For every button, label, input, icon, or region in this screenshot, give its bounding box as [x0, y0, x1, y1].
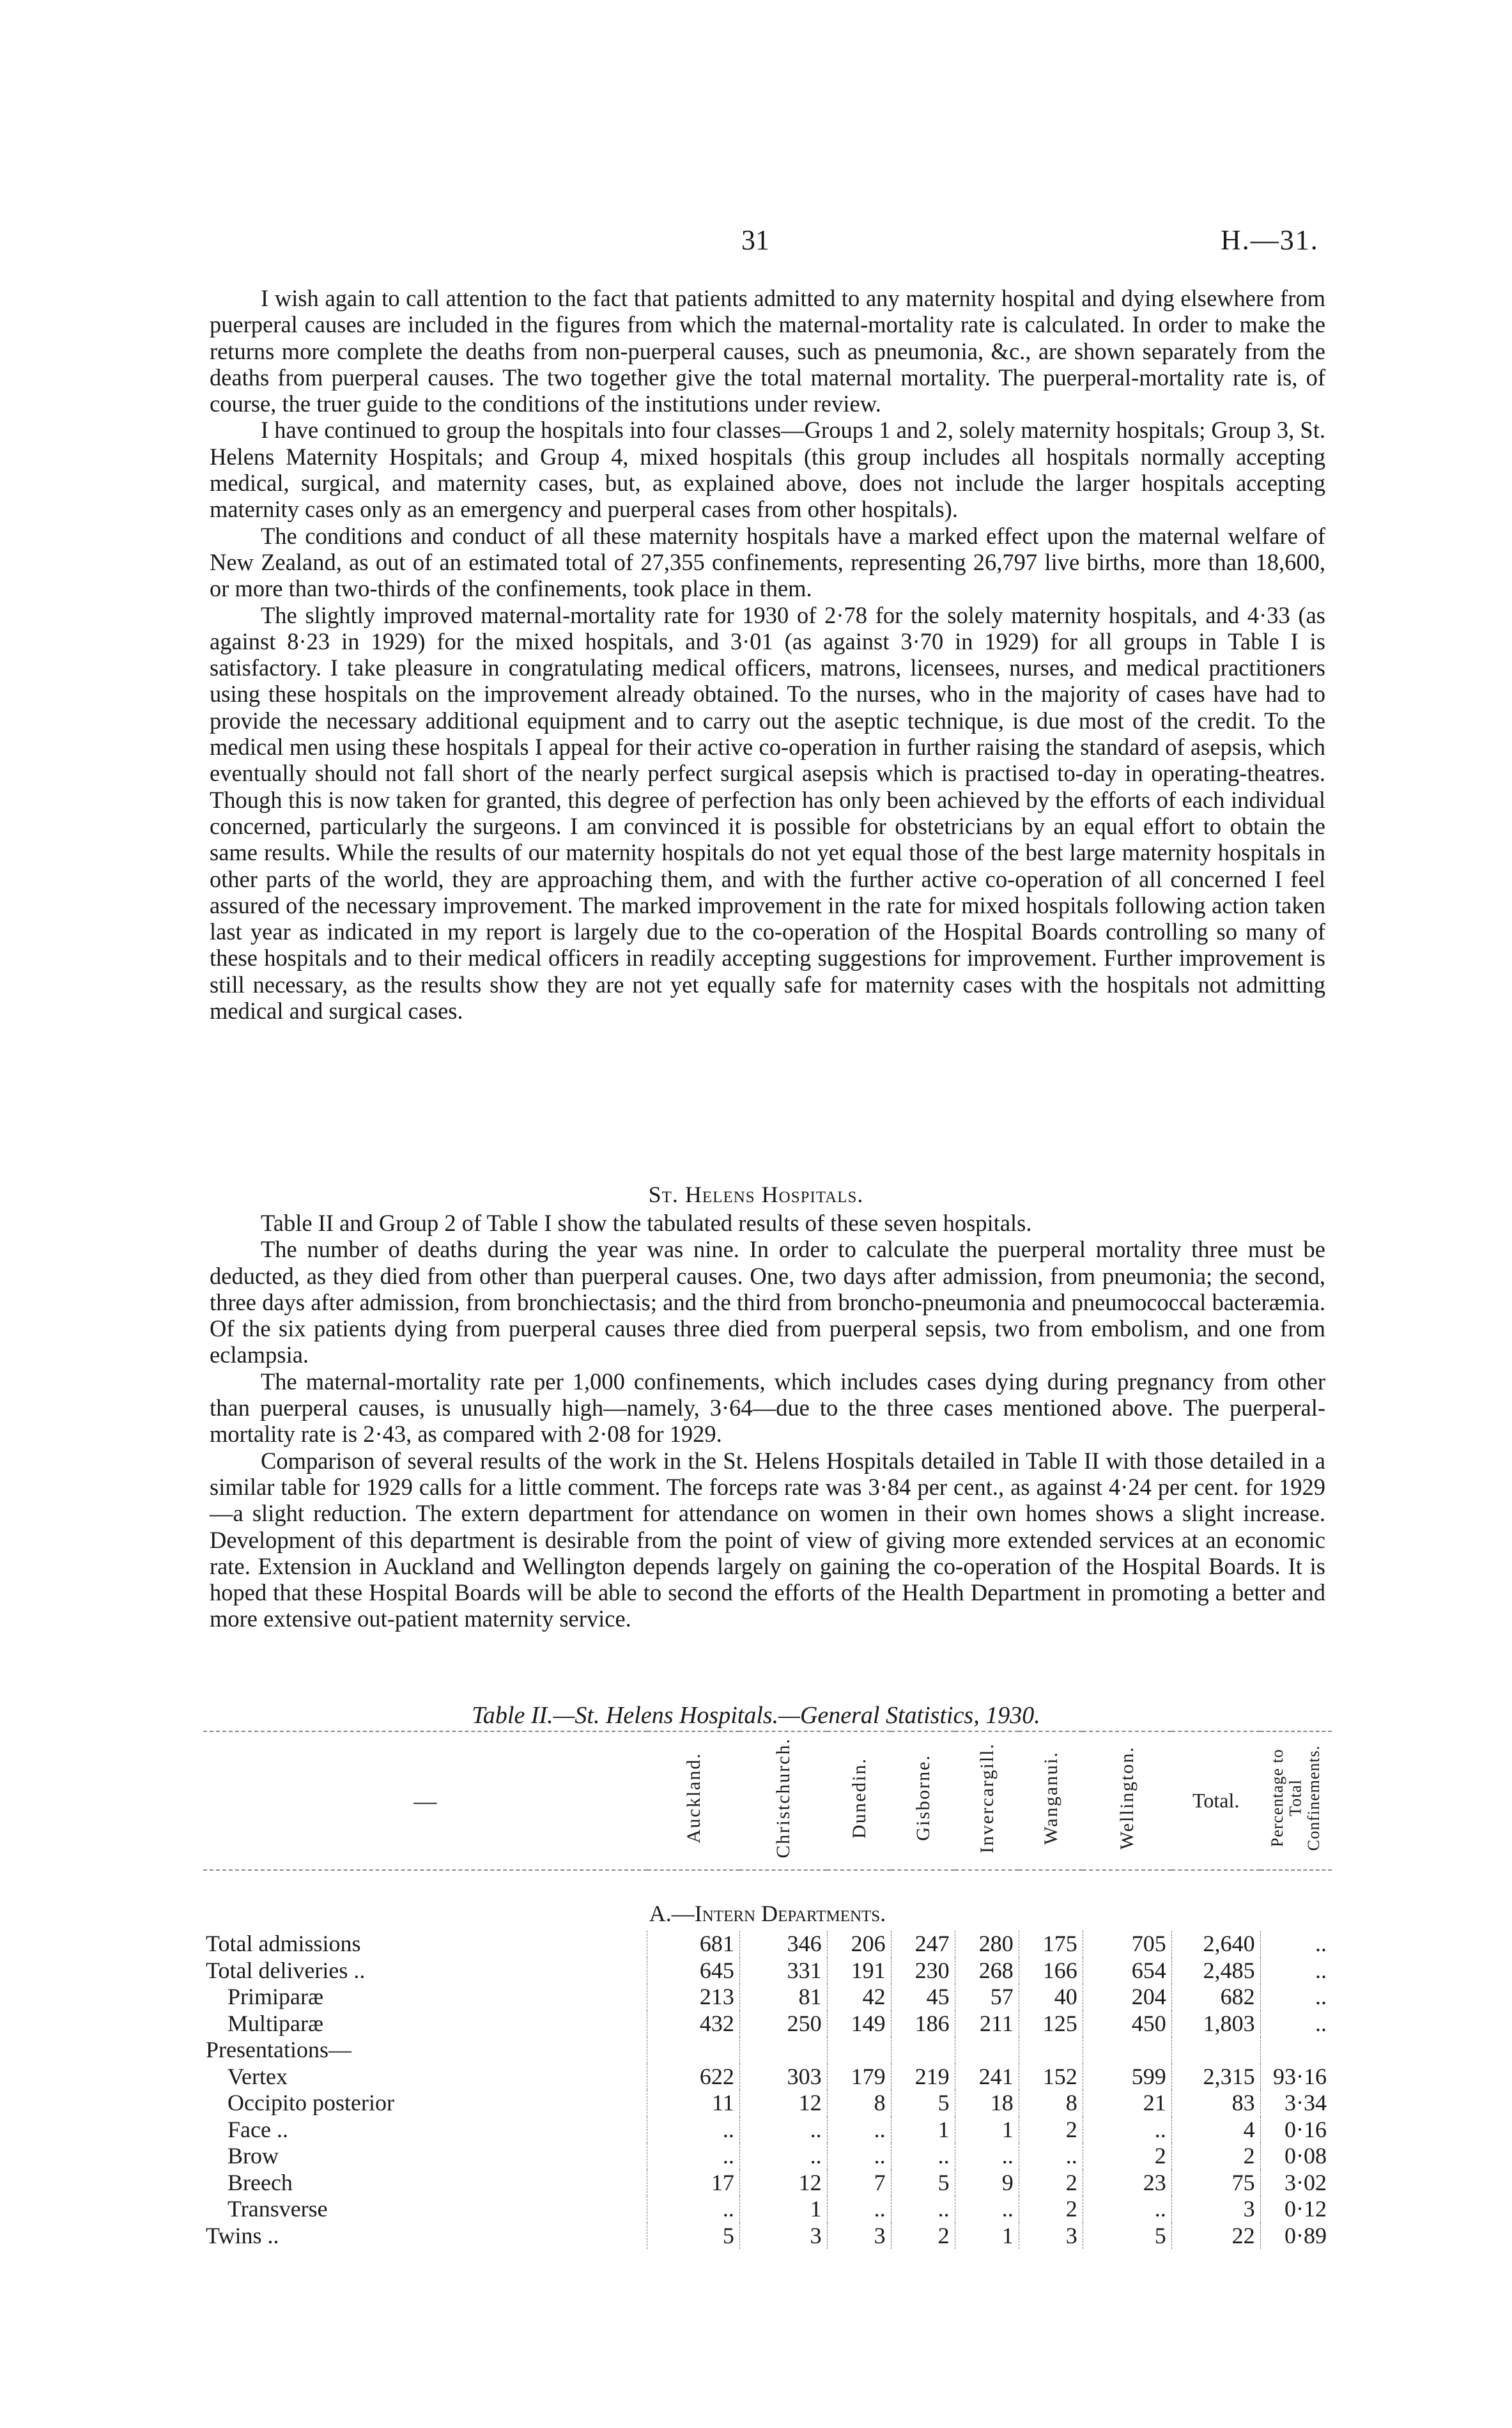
table-cell: 166	[1019, 1958, 1083, 1984]
table-cell: 1	[891, 2117, 955, 2144]
table-header-row	[203, 1731, 1332, 1870]
paragraph: The conditions and conduct of all these maternity hospitals have a marked effect upon the maternal welfare of New Zealand, as out of an estimated total of 27,355 confinements, representing 26,797 live births, more than 18,600, or more than two-thirds of the confinements, took place in them.	[210, 522, 1325, 602]
table-cell: 93·16	[1260, 2064, 1332, 2091]
table-cell: 2	[1019, 2117, 1083, 2144]
paragraph: The slightly improved maternal-mortality rate for 1930 of 2·78 for the solely maternity hospitals, and 4·33 (as against 8·23 in 1929) for the mixed hospitals, and 3·01 (as against 3·70 in 1929) for all groups in Table I is satisfactory. I take pleasure in congratulating medical officers, matrons, licensees, nurses, and medical practitioners using these hospitals on the improvement already obtained. To the nurses, who in the majority of cases have had to provide the necessary additional equipment and to carry out the aseptic technique, is due most of the credit. To the medical men using these hospitals I appeal for their active co-operation in further raising the standard of asepsis, which eventually should not fall short of the nearly perfect surgical asepsis which is practised to-day in operating-theatres. Though this is now taken for granted, this degree of perfection has only been achieved by the efforts of each individual concerned, particularly the surgeons. I am convinced it is possible for obstetricians by an equal effort to obtain the same results. While the results of our maternity hospitals do not yet equal those of the best large maternity hospitals in other parts of the world, they are approaching them, and with the further active co-operation of all concerned I feel assured of the necessary improvement. The marked improvement in the rate for mixed hospitals following action taken last year as indicated in my report is largely due to the co-operation of the Hospital Boards controlling so many of these hospitals and to their medical officers in readily accepting suggestions for improvement. Further improvement is still necessary, as the results show they are not yet equally safe for maternity cases with the hospitals not admitting medical and surgical cases.	[210, 601, 1325, 1025]
table-cell: 268	[955, 1958, 1019, 1984]
table-cell	[1260, 2037, 1332, 2064]
table-cell: 230	[891, 1958, 955, 1984]
document-reference: H.—31.	[1221, 224, 1319, 256]
row-label: Total deliveries ..	[206, 1957, 366, 1983]
table-cell: 125	[1019, 2011, 1083, 2038]
table-cell: 2,315	[1171, 2064, 1260, 2091]
table-cell: 2	[1083, 2143, 1171, 2170]
table-cell: 83	[1171, 2090, 1260, 2117]
column-header: Christchurch.	[739, 1731, 827, 1870]
table-cell: 250	[739, 2011, 827, 2038]
table-cell: 280	[955, 1931, 1019, 1958]
table-cell	[739, 2037, 827, 2064]
section-title: A.—Intern Departments.	[649, 1901, 886, 1926]
table-cell: 8	[1019, 2090, 1083, 2117]
table-cell	[827, 2037, 891, 2064]
table-row	[203, 2064, 1332, 2091]
column-header: Dunedin.	[827, 1731, 891, 1870]
table-cell: 179	[827, 2064, 891, 2091]
table-cell: 2	[1019, 2170, 1083, 2197]
table-cell: 12	[739, 2090, 827, 2117]
table-cell: 241	[955, 2064, 1019, 2091]
section-heading: St. Helens Hospitals.	[648, 1182, 864, 1207]
table-cell: 705	[1083, 1931, 1171, 1958]
table-cell: 2,640	[1171, 1931, 1260, 1958]
table-cell: 599	[1083, 2064, 1171, 2091]
table-cell: 5	[647, 2223, 740, 2250]
column-header: Auckland.	[647, 1731, 740, 1870]
table-cell: 346	[739, 1931, 827, 1958]
table-row	[203, 1931, 1332, 1958]
table-cell: 81	[739, 1984, 827, 2011]
table-cell: 682	[1171, 1984, 1260, 2011]
table-cell: 18	[955, 2090, 1019, 2117]
table-cell: ..	[647, 2196, 740, 2223]
table-cell: ..	[891, 2143, 955, 2170]
table-cell: 75	[1171, 2170, 1260, 2197]
stub-header: —	[203, 1731, 647, 1870]
column-header: Total.	[1171, 1731, 1260, 1870]
row-label: Vertex	[228, 2063, 288, 2089]
table-cell: 1,803	[1171, 2011, 1260, 2038]
table-cell	[1019, 2037, 1083, 2064]
row-label: Primiparæ	[228, 1984, 323, 2010]
table-cell: 3·02	[1260, 2170, 1332, 2197]
table-cell: 191	[827, 1958, 891, 1984]
table-row	[203, 2090, 1332, 2117]
table-cell	[891, 2037, 955, 2064]
table-cell: 45	[891, 1984, 955, 2011]
table-cell: ..	[955, 2196, 1019, 2223]
table-cell: ..	[1260, 1931, 1332, 1958]
table-cell: 1	[955, 2223, 1019, 2250]
table-row	[203, 2117, 1332, 2144]
table-cell: 5	[1083, 2223, 1171, 2250]
row-label: Occipito posterior	[228, 2090, 394, 2116]
table-cell: ..	[647, 2143, 740, 2170]
table-cell: 681	[647, 1931, 740, 1958]
table-row	[203, 2037, 1332, 2064]
table-cell: 21	[1083, 2090, 1171, 2117]
column-header: Percentage to Total Confinements.	[1260, 1731, 1332, 1870]
table-cell: ..	[1260, 1958, 1332, 1984]
table-cell: 5	[891, 2170, 955, 2197]
table-cell: 40	[1019, 1984, 1083, 2011]
table-cell: 213	[647, 1984, 740, 2011]
table-cell: 42	[827, 1984, 891, 2011]
table-row	[203, 1958, 1332, 1984]
column-header: Wanganui.	[1019, 1731, 1083, 1870]
table-row	[203, 2196, 1332, 2223]
table-cell: ..	[1260, 1984, 1332, 2011]
table-cell: 654	[1083, 1958, 1171, 1984]
st-helens-text	[210, 1210, 1325, 1632]
table-cell: ..	[827, 2196, 891, 2223]
table-cell: 3·34	[1260, 2090, 1332, 2117]
table-cell: ..	[739, 2117, 827, 2144]
column-header: Gisborne.	[891, 1731, 955, 1870]
table-cell	[647, 2037, 740, 2064]
paragraph: The number of deaths during the year was nine. In order to calculate the puerperal mortality three must be deducted, as they died from other than puerperal causes. One, two days after admission, from pneumonia; the second, three days after admission, from bronchiectasis; and the third from broncho-pneumonia and pneumococcal bacteræmia. Of the six patients dying from puerperal causes three died from puerperal sepsis, two from embolism, and one from eclampsia.	[210, 1236, 1325, 1368]
table-cell: 303	[739, 2064, 827, 2091]
table-cell: 12	[739, 2170, 827, 2197]
table-cell: ..	[955, 2143, 1019, 2170]
table-cell: 219	[891, 2064, 955, 2091]
table-cell: 206	[827, 1931, 891, 1958]
table-row	[203, 2011, 1332, 2038]
paragraph: Comparison of several results of the work in the St. Helens Hospitals detailed in Table II with those detailed in a similar table for 1929 calls for a little comment. The forceps rate was 3·84 per cent., as against 4·24 per cent. for 1929—a slight reduction. The extern department for attendance on women in their own homes shows a slight increase. Development of this department is desirable from the point of view of giving more extended services at an economic rate. Extension in Auckland and Wellington depends largely on gaining the co-operation of the Hospital Boards. It is hoped that these Hospital Boards will be able to second the efforts of the Health Department in promoting a better and more extensive out-patient maternity service.	[210, 1447, 1325, 1632]
table-cell: 622	[647, 2064, 740, 2091]
table-cell: 4	[1171, 2117, 1260, 2144]
row-label: Multiparæ	[228, 2010, 323, 2036]
row-label: Presentations—	[206, 2037, 351, 2063]
column-header: Invercargill.	[955, 1731, 1019, 1870]
row-label: Face ..	[228, 2116, 288, 2142]
table-cell: 0·89	[1260, 2223, 1332, 2250]
table-cell: 3	[1171, 2196, 1260, 2223]
table-cell: 22	[1171, 2223, 1260, 2250]
row-label: Transverse	[228, 2196, 328, 2222]
table-cell: 8	[827, 2090, 891, 2117]
table-cell: 17	[647, 2170, 740, 2197]
table-cell: 432	[647, 2011, 740, 2038]
table-cell: ..	[1019, 2143, 1083, 2170]
table-cell: 186	[891, 2011, 955, 2038]
paragraph: The maternal-mortality rate per 1,000 confinements, which includes cases dying during pregnancy from other than puerperal causes, is unusually high—namely, 3·64—due to the three cases mentioned above. The puerperal-mortality rate is 2·43, as compared with 2·08 for 1929.	[210, 1368, 1325, 1448]
table-row	[203, 1984, 1332, 2011]
section-row	[203, 1870, 1332, 1931]
table-cell: ..	[827, 2117, 891, 2144]
table-cell: 247	[891, 1931, 955, 1958]
table-cell: 2	[891, 2223, 955, 2250]
table-cell: 9	[955, 2170, 1019, 2197]
table-cell	[1171, 2037, 1260, 2064]
table-cell: ..	[891, 2196, 955, 2223]
table-cell	[955, 2037, 1019, 2064]
table-cell: 645	[647, 1958, 740, 1984]
statistics-table	[203, 1731, 1332, 2249]
row-label: Breech	[228, 2169, 293, 2195]
table-row	[203, 2223, 1332, 2250]
row-label: Brow	[228, 2143, 279, 2169]
table-cell: 331	[739, 1958, 827, 1984]
table-cell: ..	[1083, 2196, 1171, 2223]
table-row	[203, 2143, 1332, 2170]
table-cell: ..	[827, 2143, 891, 2170]
table-cell: 1	[955, 2117, 1019, 2144]
table-cell: ..	[739, 2143, 827, 2170]
table-cell: 2,485	[1171, 1958, 1260, 1984]
paragraph: I have continued to group the hospitals into four classes—Groups 1 and 2, solely maternity hospitals; Group 3, St. Helens Maternity Hospitals; and Group 4, mixed hospitals (this group includes all hospitals normally accepting medical, surgical, and maternity cases, but, as explained above, does not include the larger hospitals accepting maternity cases only as an emergency and puerperal cases from other hospitals).	[210, 417, 1325, 523]
table-cell: 3	[739, 2223, 827, 2250]
table-cell: 2	[1019, 2196, 1083, 2223]
table-cell: ..	[1083, 2117, 1171, 2144]
table-cell	[1083, 2037, 1171, 2064]
row-label: Twins ..	[206, 2222, 279, 2248]
table-cell: 450	[1083, 2011, 1171, 2038]
row-label: Total admissions	[206, 1931, 361, 1957]
table-cell: ..	[1260, 2011, 1332, 2038]
page-number: 31	[741, 224, 769, 256]
table-cell: 149	[827, 2011, 891, 2038]
table-cell: 7	[827, 2170, 891, 2197]
table-cell: ..	[647, 2117, 740, 2144]
paragraph: I wish again to call attention to the fact that patients admitted to any maternity hospital and dying elsewhere from puerperal causes are included in the figures from which the maternal-mortality rate is calculated. In order to make the returns more complete the deaths from non-puerperal causes, such as pneumonia, &c., are shown separately from the deaths from puerperal causes. The two together give the total maternal mortality. The puerperal-mortality rate is, of course, the truer guide to the conditions of the institutions under review.	[210, 285, 1325, 417]
paragraph: Table II and Group 2 of Table I show the tabulated results of these seven hospitals.	[261, 1210, 1032, 1236]
table-cell: 0·16	[1260, 2117, 1332, 2144]
main-text	[210, 285, 1325, 1024]
table-cell: 211	[955, 2011, 1019, 2038]
table-cell: 2	[1171, 2143, 1260, 2170]
table-cell: 57	[955, 1984, 1019, 2011]
table-row	[203, 2170, 1332, 2197]
table-cell: 1	[739, 2196, 827, 2223]
table-cell: 175	[1019, 1931, 1083, 1958]
table-cell: 11	[647, 2090, 740, 2117]
table-cell: 23	[1083, 2170, 1171, 2197]
table-cell: 3	[827, 2223, 891, 2250]
table-cell: 152	[1019, 2064, 1083, 2091]
table-cell: 0·12	[1260, 2196, 1332, 2223]
table-cell: 3	[1019, 2223, 1083, 2250]
table-cell: 204	[1083, 1984, 1171, 2011]
table-title: Table II.—St. Helens Hospitals.—General Statistics, 1930.	[472, 1702, 1040, 1729]
table-cell: 0·08	[1260, 2143, 1332, 2170]
column-header: Wellington.	[1083, 1731, 1171, 1870]
table-cell: 5	[891, 2090, 955, 2117]
